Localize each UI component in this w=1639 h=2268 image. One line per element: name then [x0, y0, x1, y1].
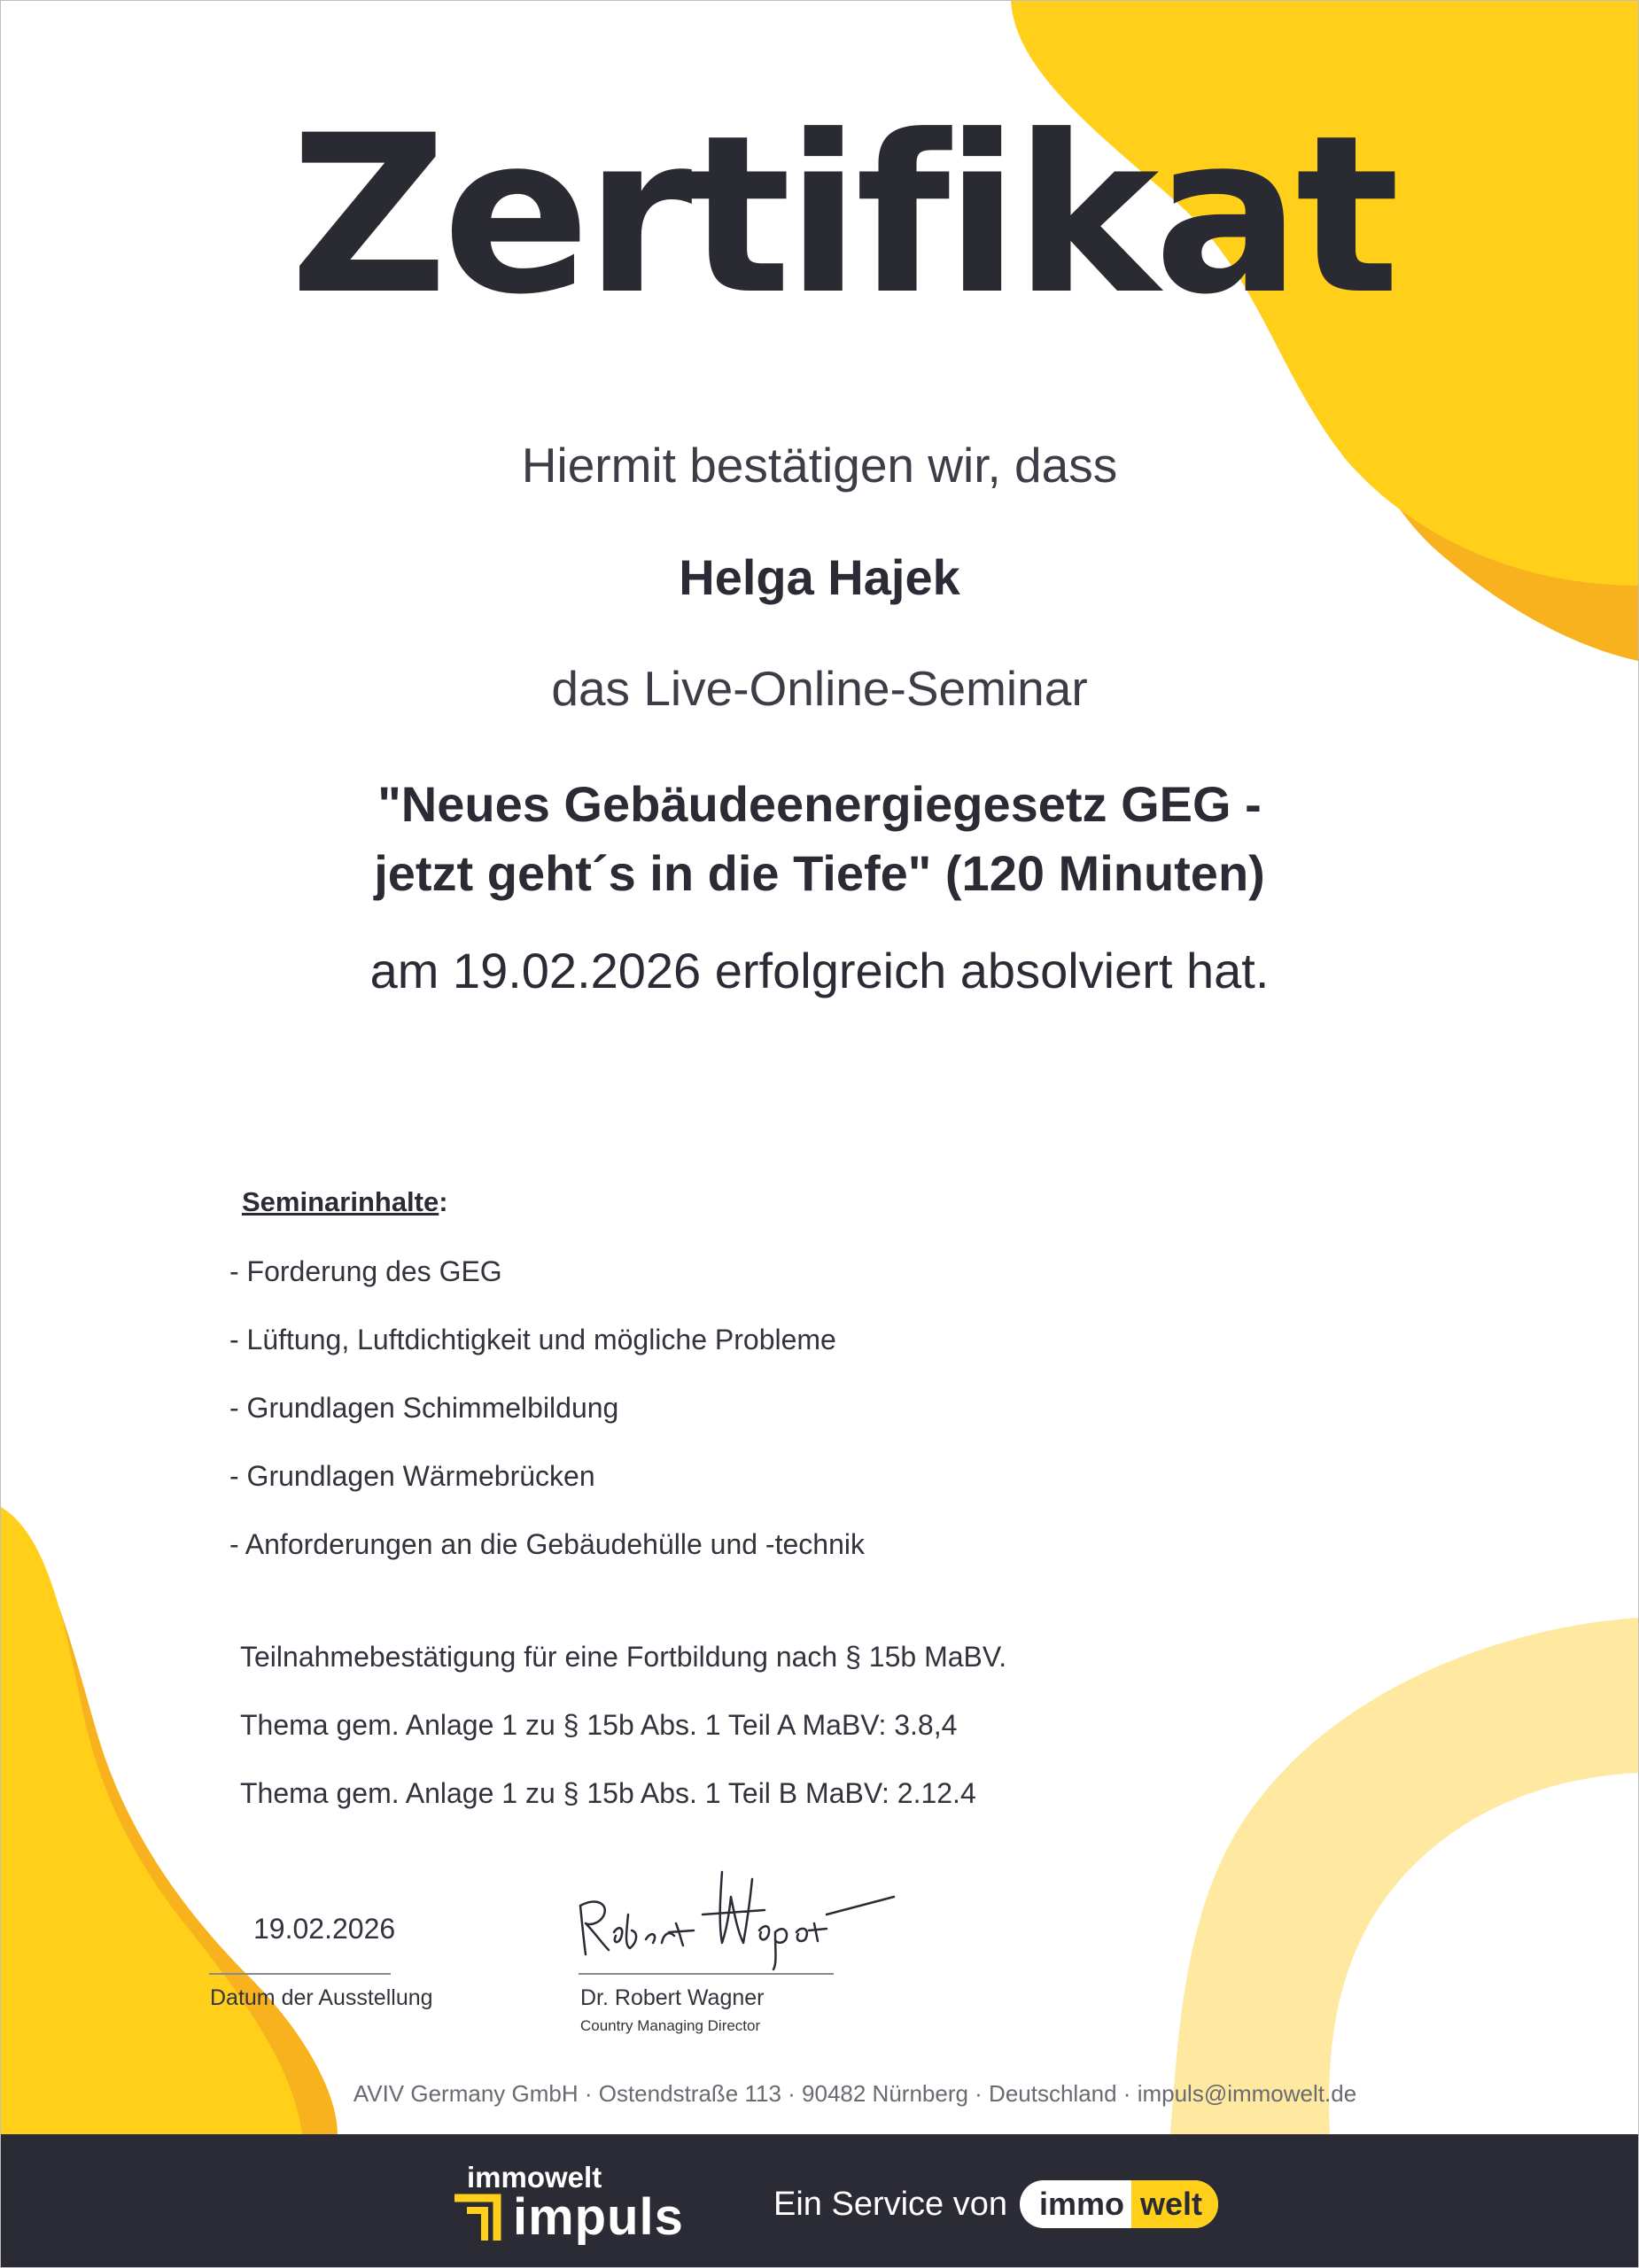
completion-text: am 19.02.2026 erfolgreich absolviert hat. [369, 943, 1270, 998]
brand-part-welt: welt [1131, 2180, 1218, 2228]
list-item: - Grundlagen Wärmebrücken [229, 1460, 595, 1492]
footer-bar [1, 2134, 1638, 2267]
mabv-notes [240, 1635, 1006, 1840]
brand-part-immo: immo [1039, 2186, 1125, 2222]
logo-immowelt-text: immowelt [467, 2161, 602, 2194]
course-title [1, 770, 1638, 908]
contents-heading-label: Seminarinhalte [242, 1186, 439, 1217]
company-address-line: AVIV Germany GmbH · Ostendstraße 113 · 90482 Nürnberg · Deutschland · impuls@immowelt.de [353, 2080, 1357, 2107]
issue-date-label: Datum der Ausstellung [210, 1985, 433, 2010]
issue-date: 19.02.2026 [253, 1913, 396, 1945]
topics-list [229, 1250, 865, 1591]
mabv-note: Thema gem. Anlage 1 zu § 15b Abs. 1 Teil A MaBV: 3.8,4 [240, 1709, 958, 1741]
mabv-note: Thema gem. Anlage 1 zu § 15b Abs. 1 Teil B MaBV: 2.12.4 [240, 1777, 976, 1809]
list-item: - Lüftung, Luftdichtigkeit und mögliche Probleme [229, 1324, 836, 1355]
issue-date-line [209, 1973, 391, 1975]
immowelt-brand-badge [1020, 2180, 1218, 2228]
service-by-text: Ein Service von [773, 2186, 1008, 2223]
signer-role: Country Managing Director [580, 2017, 761, 2034]
signature-line [579, 1973, 834, 1975]
contents-heading [242, 1186, 448, 1218]
contents-heading-colon: : [439, 1186, 448, 1217]
seminar-type: das Live-Online-Seminar [551, 661, 1088, 716]
handwritten-signature [570, 1861, 897, 1972]
impuls-bracket-icon [451, 2191, 504, 2244]
list-item: - Anforderungen an die Gebäudehülle und -technik [229, 1528, 865, 1560]
list-item: - Grundlagen Schimmelbildung [229, 1392, 619, 1424]
participant-name: Helga Hajek [679, 549, 960, 605]
course-title-line-2: jetzt geht´s in die Tiefe" (120 Minuten) [374, 845, 1265, 901]
logo-impuls-text: impuls [513, 2188, 684, 2246]
signer-name: Dr. Robert Wagner [580, 1985, 765, 2010]
bottom-right-ring [1170, 1618, 1638, 2134]
mabv-note: Teilnahmebestätigung für eine Fortbildung nach § 15b MaBV. [240, 1641, 1007, 1673]
list-item: - Forderung des GEG [229, 1255, 502, 1287]
intro-text: Hiermit bestätigen wir, dass [521, 438, 1118, 493]
course-title-line-1: "Neues Gebäudeenergiegesetz GEG - [377, 776, 1262, 832]
certificate-title: Zertifikat [290, 89, 1394, 343]
